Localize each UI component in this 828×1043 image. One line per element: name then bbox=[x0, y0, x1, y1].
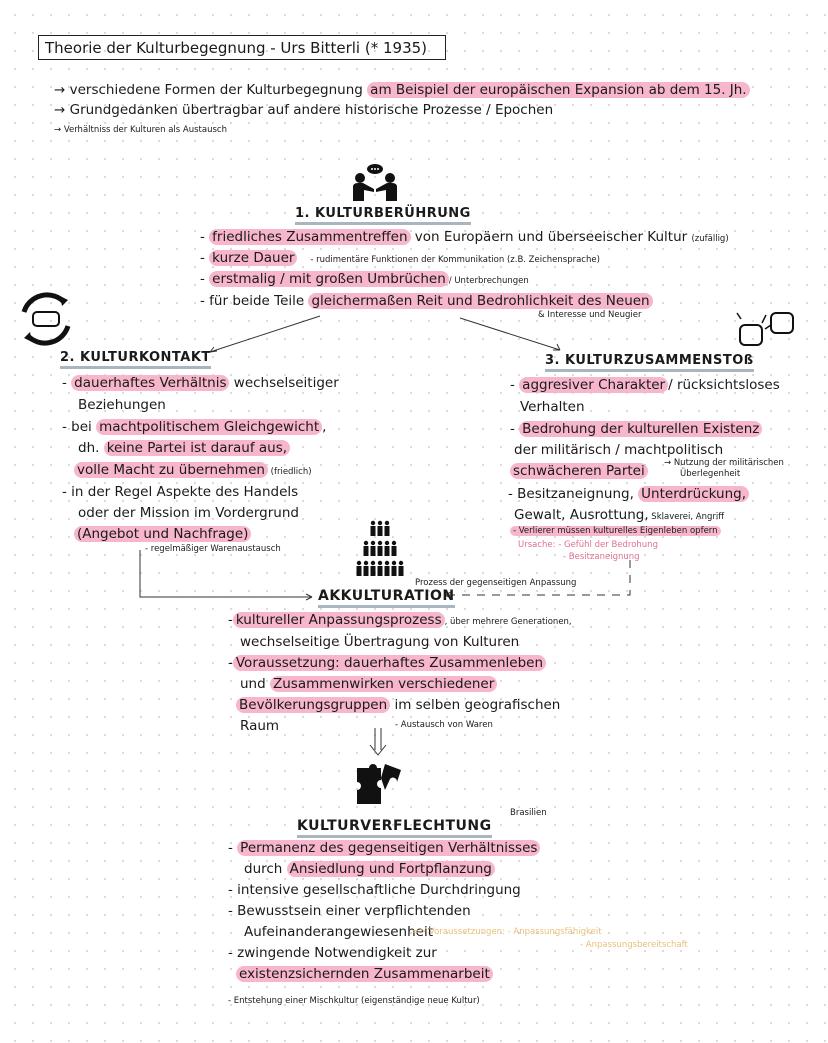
person-icon bbox=[392, 541, 397, 556]
person-icon bbox=[385, 521, 390, 536]
s2-line-5: volle Macht zu übernehmen (friedlich) bbox=[74, 462, 312, 478]
intro-line-1: → verschiedene Formen der Kulturbegegnung am Beispiel der europäischen Expansion ab dem 15. Jh. bbox=[54, 82, 750, 98]
kv-line-1: - Permanenz des gegenseitigen Verhältnisses bbox=[228, 840, 540, 856]
person-icon bbox=[371, 541, 376, 556]
person-icon bbox=[378, 561, 383, 576]
person-icon bbox=[385, 561, 390, 576]
akk-line-4: und Zusammenwirken verschiedener bbox=[240, 676, 497, 692]
s3-line-6: - Besitzaneignung, Unterdrückung, bbox=[508, 486, 749, 502]
akk-process-note: Prozess der gegenseitigen Anpassung bbox=[415, 578, 577, 588]
s2-line-8: (Angebot und Nachfrage) bbox=[74, 526, 251, 542]
s3-cause-1: Ursache: - Gefühl der Bedrohung bbox=[518, 540, 658, 550]
kv-orange-note-1: => Voraussetzungen: - Anpassungsfähigkeit bbox=[412, 927, 602, 937]
handshake-cycle-icon bbox=[16, 290, 76, 348]
s2-line-2: Beziehungen bbox=[78, 397, 166, 413]
person-icon bbox=[371, 561, 376, 576]
s3-line-7: Gewalt, Ausrottung, Sklaverei, Angriff bbox=[514, 507, 725, 523]
akk-line-3: - Voraussetzung: dauerhaftes Zusammenleben bbox=[228, 655, 546, 671]
s1-line-4: - für beide Teile gleichermaßen Reit und Bedrohlichkeit des Neuen bbox=[200, 293, 653, 309]
s1-line-3: - erstmalig / mit großen Umbrüchen / Unterbrechungen bbox=[200, 271, 529, 287]
kv-orange-note-2: - Anpassungsbereitschaft bbox=[580, 940, 688, 950]
person-icon bbox=[364, 541, 369, 556]
person-icon bbox=[357, 561, 362, 576]
s3-line-8: - Verlierer müssen kulturelles Eigenleben opfern bbox=[510, 526, 721, 536]
person-icon bbox=[385, 541, 390, 556]
person-icon bbox=[371, 521, 376, 536]
section-heading-kulturberuehrung: 1. KULTURBERÜHRUNG bbox=[295, 206, 471, 225]
s3-line-2: Verhalten bbox=[520, 399, 585, 415]
kv-line-2: durch Ansiedlung und Fortpflanzung bbox=[244, 861, 495, 877]
person-icon bbox=[378, 521, 383, 536]
akk-line-1: - kultureller Anpassungsprozess , über mehrere Generationen, bbox=[228, 612, 572, 628]
s3-note-b: Überlegenheit bbox=[680, 469, 741, 479]
s3-line-5: schwächeren Partei bbox=[510, 463, 648, 479]
s3-line-1: - aggresiver Charakter / rücksichtsloses bbox=[510, 377, 780, 393]
akk-note: - Austausch von Waren bbox=[395, 720, 493, 730]
person-icon bbox=[392, 561, 397, 576]
s1-line-2: - kurze Dauer - rudimentäre Funktionen der Kommunikation (z.B. Zeichensprache) bbox=[200, 250, 600, 266]
akk-line-5: Bevölkerungsgruppen im selben geografischen bbox=[236, 697, 560, 713]
kv-note-brasilien: Brasilien bbox=[510, 808, 547, 818]
section-heading-kulturverflechtung: KULTURVERFLECHTUNG bbox=[297, 818, 492, 838]
s1-note: & Interesse und Neugier bbox=[538, 310, 642, 320]
kv-line-5: Aufeinanderangewiesenheit bbox=[244, 924, 434, 940]
s3-cause-2: - Besitzaneignung bbox=[563, 552, 640, 562]
s3-line-3: - Bedrohung der kulturellen Existenz bbox=[510, 421, 762, 437]
fist-bump-icon bbox=[735, 305, 800, 355]
s1-line-1: - friedliches Zusammentreffen von Europäern und überseeischer Kultur (zufällig) bbox=[200, 229, 729, 245]
puzzle-icon bbox=[355, 760, 405, 806]
s2-line-1: - dauerhaftes Verhältnis wechselseitiger bbox=[62, 375, 339, 391]
s2-line-7: oder der Mission im Vordergrund bbox=[78, 505, 299, 521]
intro-line-3: → Verhältniss der Kulturen als Austausch bbox=[54, 125, 227, 135]
s3-note-a: → Nutzung der militärischen bbox=[664, 458, 784, 468]
kv-line-7: existenzsichernden Zusammenarbeit bbox=[236, 966, 493, 982]
akk-line-6: Raum bbox=[240, 718, 280, 734]
person-icon bbox=[364, 561, 369, 576]
kv-line-3: - intensive gesellschaftliche Durchdringung bbox=[228, 882, 521, 898]
section-heading-akkulturation: AKKULTURATION bbox=[318, 588, 455, 608]
section-heading-kulturzusammenstoss: 3. KULTURZUSAMMENSTOß bbox=[545, 353, 754, 372]
s2-line-3: - bei machtpolitischem Gleichgewicht , bbox=[62, 419, 327, 435]
person-icon bbox=[378, 541, 383, 556]
kv-line-6: - zwingende Notwendigkeit zur bbox=[228, 945, 437, 961]
akk-line-2: wechselseitige Übertragung von Kulturen bbox=[240, 634, 520, 650]
s2-line-4: dh. keine Partei ist darauf aus, bbox=[78, 440, 290, 456]
section-heading-kulturkontakt: 2. KULTURKONTAKT bbox=[60, 350, 211, 369]
intro-line-2: → Grundgedanken übertragbar auf andere historische Prozesse / Epochen bbox=[54, 102, 554, 118]
kv-line-4: - Bewusstsein einer verpflichtenden bbox=[228, 903, 471, 919]
kv-line-8: - Entstehung einer Mischkultur (eigenständige neue Kultur) bbox=[228, 996, 480, 1006]
s2-line-6: - in der Regel Aspekte des Handels bbox=[62, 484, 299, 500]
s3-line-4: der militärisch / machtpolitisch bbox=[514, 442, 724, 458]
s2-note: - regelmäßiger Warenaustausch bbox=[145, 544, 281, 554]
page-title: Theorie der Kulturbegegnung - Urs Bitterli (* 1935) bbox=[38, 35, 446, 60]
person-icon bbox=[399, 561, 404, 576]
people-group-icon bbox=[352, 520, 408, 578]
